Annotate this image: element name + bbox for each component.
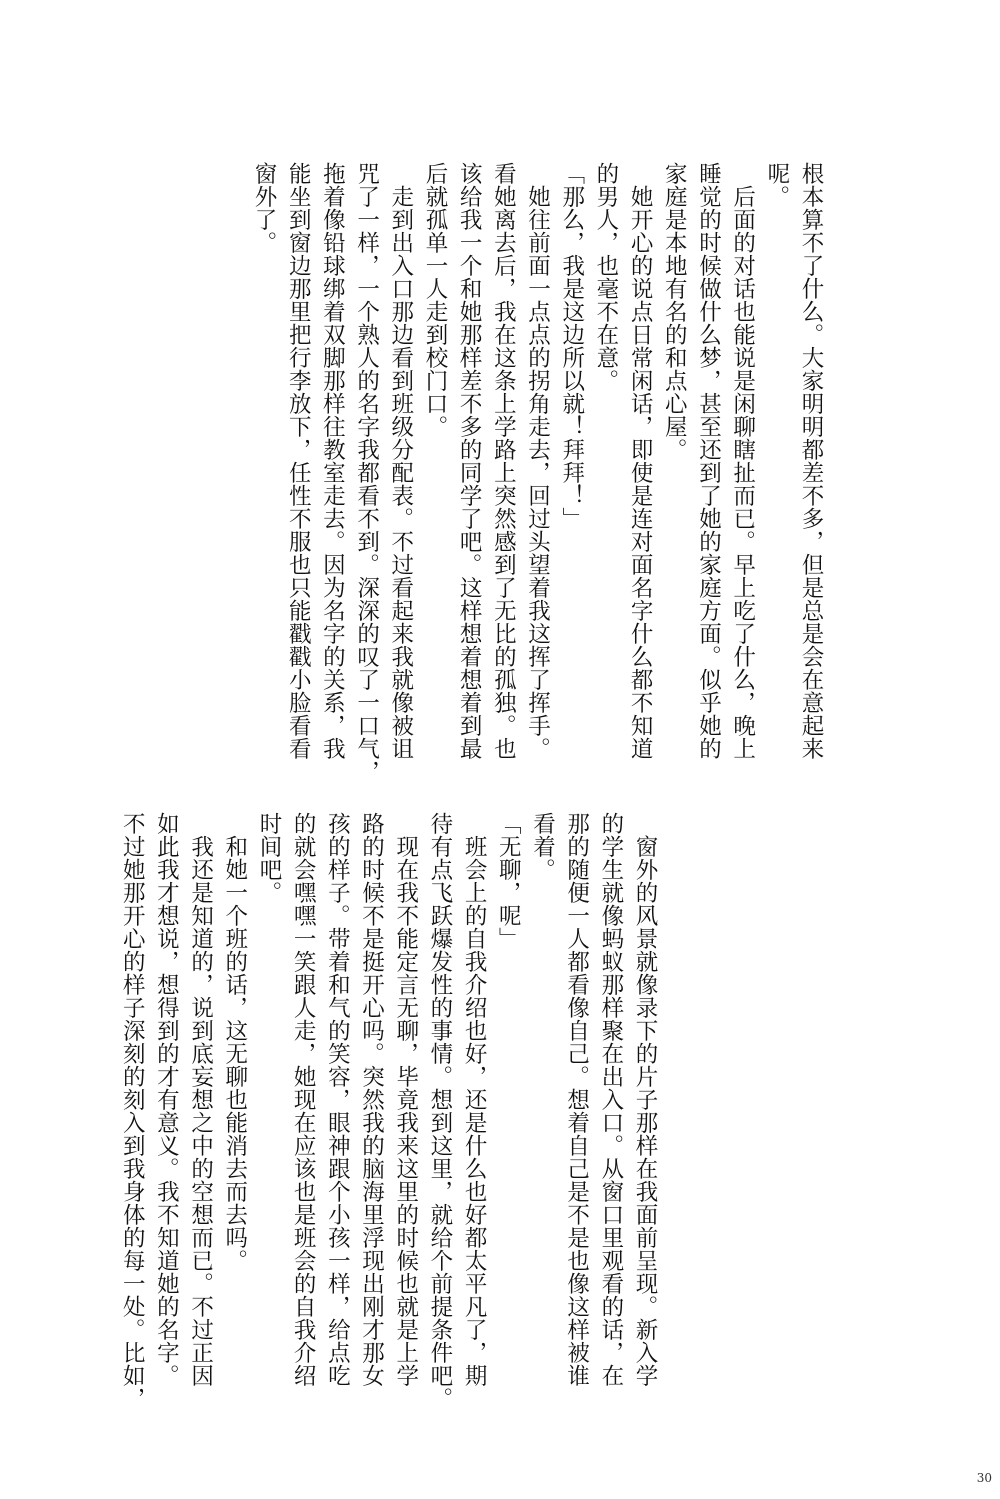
text-line: 她开心的说点日常闲话，即使是连对面名字什么都不知道 xyxy=(627,162,654,760)
text-line: 咒了一样，一个熟人的名字我都看不到。深深的叹了一口气， xyxy=(353,162,380,783)
text-line: 路的时候不是挺开心吗。突然我的脑海里浮现出刚才那女 xyxy=(358,812,385,1387)
text-line: 的学生就像蚂蚁那样聚在出入口。从窗口里观看的话，在 xyxy=(597,812,624,1387)
text-line: 那的随便一人都看像自己。想着自己是不是也像这样被谁 xyxy=(563,812,590,1387)
text-line: 我还是知道的，说到底妄想之中的空想而已。不过正因 xyxy=(187,812,214,1387)
text-line: 时间吧。 xyxy=(255,812,282,904)
text-line: 能坐到窗边那里把行李放下，任性不服也只能戳戳小脸看看 xyxy=(285,162,312,760)
top-text-block xyxy=(228,162,828,783)
text-line: 待有点飞跃爆发性的事情。想到这里，就给个前提条件吧。 xyxy=(426,812,453,1410)
text-line: 后就孤单一人走到校门口。 xyxy=(421,162,448,438)
text-line: 孩的样子。带着和气的笑容，眼神跟个小孩一样，给点吃 xyxy=(324,812,351,1387)
text-line: 家庭是本地有名的和点心屋。 xyxy=(661,162,688,461)
text-line: 看着。 xyxy=(529,812,556,881)
text-line: 窗外了。 xyxy=(251,162,277,254)
bottom-text-block xyxy=(102,812,662,1410)
text-line: 后面的对话也能说是闲聊瞎扯而已。早上吃了什么，晚上 xyxy=(729,162,756,760)
text-line: 的就会嘿嘿一笑跟人走，她现在应该也是班会的自我介绍 xyxy=(290,812,317,1387)
text-line: 如此我才想说，想得到的才有意义。我不知道她的名字。 xyxy=(153,812,180,1387)
text-line: 班会上的自我介绍也好，还是什么也好都太平凡了，期 xyxy=(461,812,488,1387)
text-line: 不过她那开心的样子深刻的刻入到我身体的每一处。比如， xyxy=(119,812,146,1410)
text-line: 根本算不了什么。大家明明都差不多，但是总是会在意起来 xyxy=(798,162,824,760)
text-line: 呢。 xyxy=(763,162,790,208)
text-line: 走到出入口那边看到班级分配表。不过看起来我就像被诅 xyxy=(387,162,414,760)
text-line: 现在我不能定言无聊，毕竟我来这里的时候也就是上学 xyxy=(392,812,419,1387)
text-line: 「那么，我是这边所以就！拜拜！」 xyxy=(558,162,585,530)
text-line: 她往前面一点点的拐角走去，回过头望着我这挥了挥手。 xyxy=(524,162,551,760)
text-line: 窗外的风景就像录下的片子那样在我面前呈现。新入学 xyxy=(632,812,658,1387)
text-line: 该给我一个和她那样差不多的同学了吧。这样想着想着到最 xyxy=(456,162,483,760)
text-line: 睡觉的时候做什么梦，甚至还到了她的家庭方面。似乎她的 xyxy=(695,162,722,760)
text-line: 看她离去后，我在这条上学路上突然感到了无比的孤独。也 xyxy=(490,162,517,760)
text-line: 「无聊，呢」 xyxy=(495,812,522,950)
text-line: 的男人，也毫不在意。 xyxy=(592,162,619,392)
text-line: 和她一个班的话，这无聊也能消去而去吗。 xyxy=(221,812,248,1272)
page-number: 30 xyxy=(976,1471,992,1485)
text-line: 拖着像铅球绑着双脚那样往教室走去。因为名字的关系，我 xyxy=(319,162,346,760)
